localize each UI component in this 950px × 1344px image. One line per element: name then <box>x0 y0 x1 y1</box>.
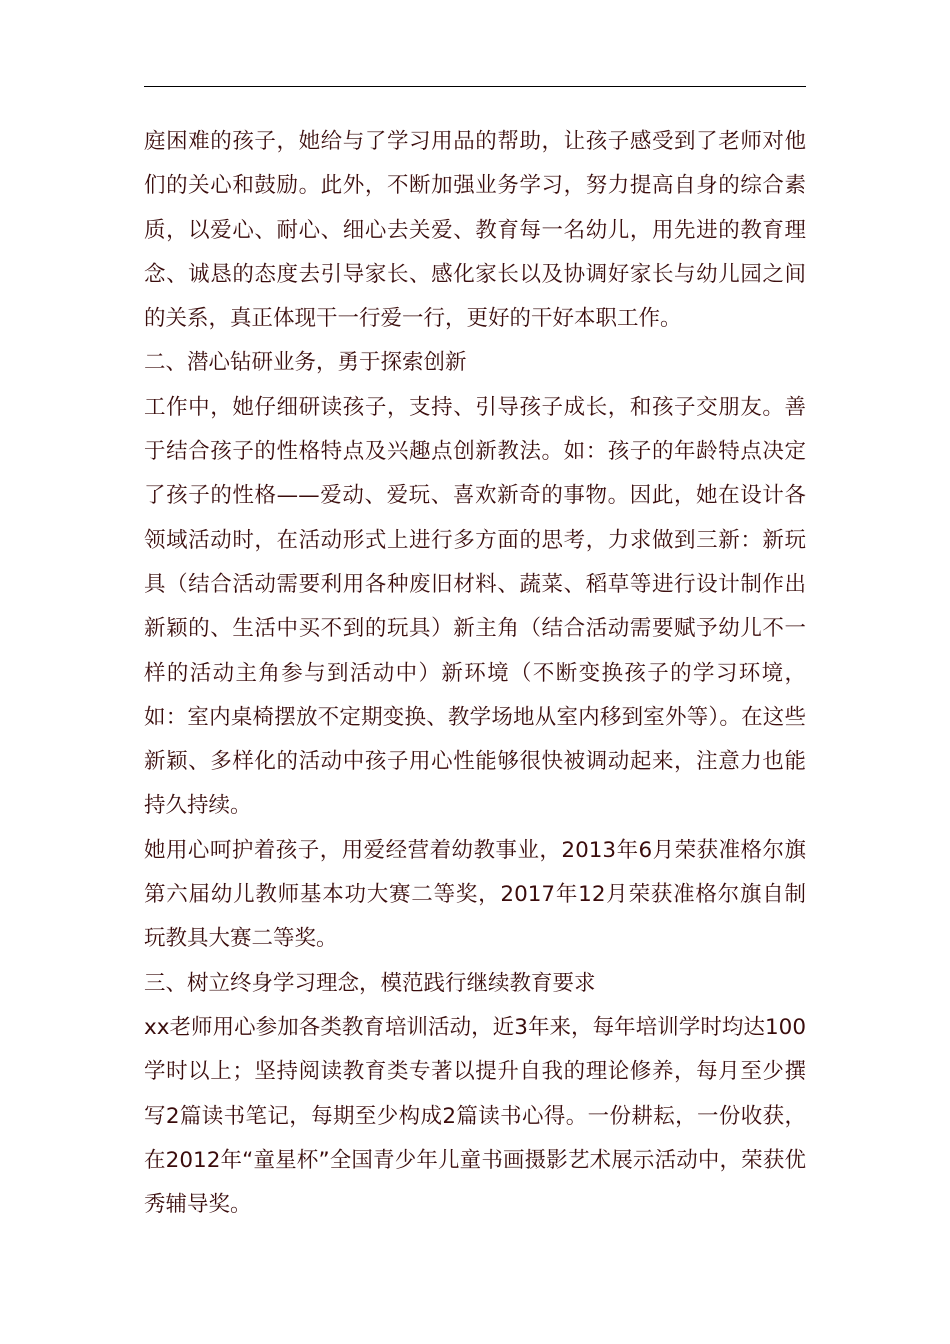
document-body <box>144 120 806 1227</box>
paragraph-innovation: 工作中，她仔细研读孩子，支持、引导孩子成长，和孩子交朋友。善于结合孩子的性格特点及兴趣点创新教法。如：孩子的年龄特点决定了孩子的性格——爱动、爱玩、喜欢新奇的事物。因此，她在设计各领域活动时，在活动形式上进行多方面的思考，力求做到三新：新玩具（结合活动需要利用各种废旧材料、蔬菜、稻草等进行设计制作出新颖的、生活中买不到的玩具）新主角（结合活动需要赋予幼儿不一样的活动主角参与到活动中）新环境（不断变换孩子的学习环境，如：室内桌椅摆放不定期变换、教学场地从室内移到室外等）。在这些新颖、多样化的活动中孩子用心性能够很快被调动起来，注意力也能持久持续。 <box>144 394 806 819</box>
section-heading-2: 二、潜心钻研业务，勇于探索创新 <box>144 350 467 376</box>
section-heading-3: 三、树立终身学习理念，模范践行继续教育要求 <box>144 970 596 996</box>
header-rule <box>144 86 806 87</box>
paragraph-awards: 她用心呵护着孩子，用爱经营着幼教事业，2013年6月荣获准格尔旗第六届幼儿教师基本功大赛二等奖，2017年12月荣获准格尔旗自制玩教具大赛二等奖。 <box>144 837 806 952</box>
paragraph-family-support: 庭困难的孩子，她给与了学习用品的帮助，让孩子感受到了老师对他们的关心和鼓励。此外，不断加强业务学习，努力提高自身的综合素质，以爱心、耐心、细心去关爱、教育每一名幼儿，用先进的教育理念、诚恳的态度去引导家长、感化家长以及协调好家长与幼儿园之间的关系，真正体现干一行爱一行，更好的干好本职工作。 <box>144 129 806 332</box>
paragraph-lifelong-learning: xx老师用心参加各类教育培训活动，近3年来，每年培训学时均达100学时以上；坚持阅读教育类专著以提升自我的理论修养，每月至少撰写2篇读书笔记，每期至少构成2篇读书心得。一份耕耘，一份收获，在2012年“童星杯”全国青少年儿童书画摄影艺术展示活动中，荣获优秀辅导奖。 <box>144 1014 806 1218</box>
